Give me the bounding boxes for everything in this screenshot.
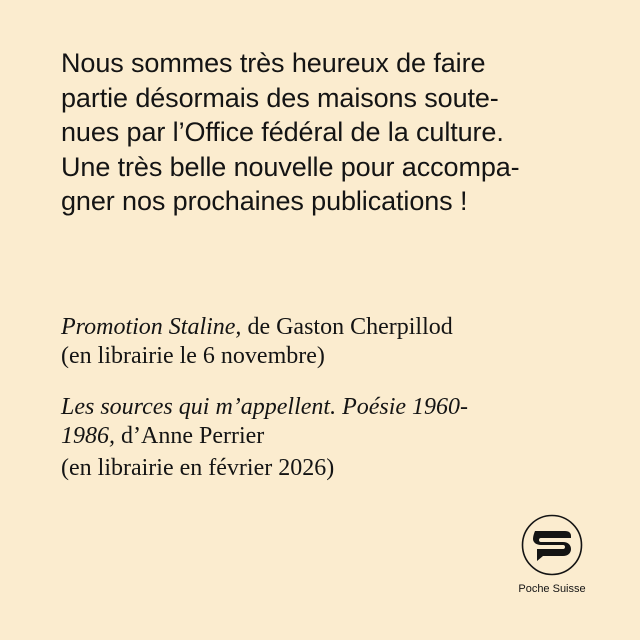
announcement-line: Une très belle nouvelle pour accompa- [61,151,520,182]
publisher-name: Poche Suisse [518,583,586,595]
book-title-line [61,393,601,422]
publisher-logo [508,514,596,595]
poche-suisse-logo-icon [521,514,583,576]
book-author: d’Anne Perrier [115,423,265,449]
book-author: de Gaston Cherpillod [241,314,453,340]
book-entry [61,313,601,371]
book-title-line [61,422,601,451]
book-release-date: (en librairie en février 2026) [61,455,335,481]
book-entry [61,393,601,483]
book-list [61,313,601,505]
book-title-continued: 1986, [61,423,115,449]
announcement-line: nues par l’Office fédéral de la culture. [61,117,504,147]
book-title-line [61,313,601,342]
announcement-text [61,46,621,219]
book-title: Promotion Staline, [61,314,242,340]
book-release-date: (en librairie le 6 novembre) [61,343,325,369]
announcement-line: gner nos prochaines publications ! [61,186,468,216]
announcement-line: partie désormais des maisons soute- [61,82,499,113]
announcement-line: Nous sommes très heureux de faire [61,48,486,78]
book-title: Les sources qui m’appellent. Poésie 1960- [61,394,469,420]
